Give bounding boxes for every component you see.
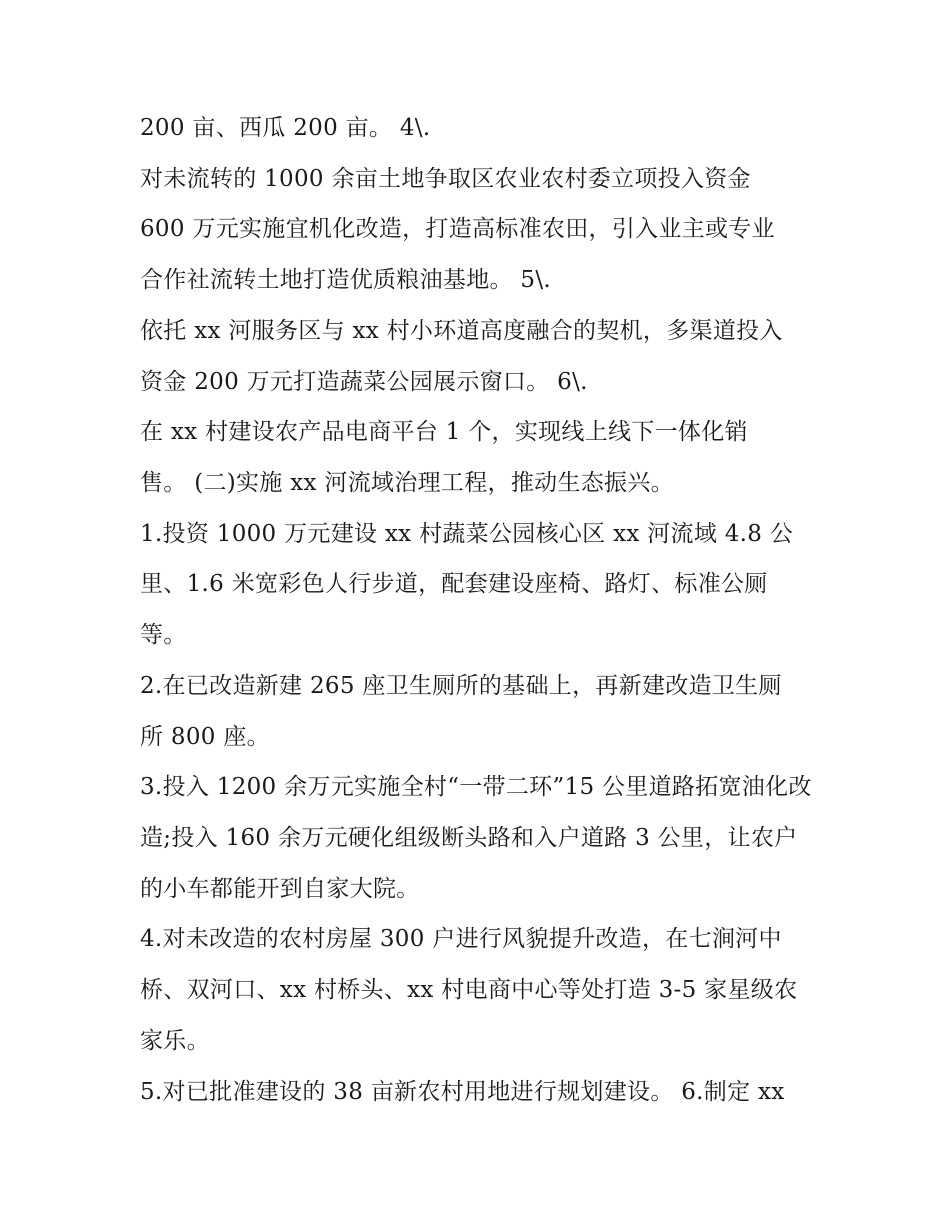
text-line: 5.对已批准建设的 38 亩新农村用地进行规划建设。 6.制定 xx [140,1079,785,1105]
text-line: 1.投资 1000 万元建设 xx 村蔬菜公园核心区 xx 河流域 4.8 公 [140,521,794,547]
text-line: 依托 xx 河服务区与 xx 村小环道高度融合的契机，多渠道投入 [140,318,783,344]
text-line: 600 万元实施宜机化改造，打造高标准农田，引入业主或专业 [140,216,775,242]
text-line: 2.在已改造新建 265 座卫生厕所的基础上，再新建改造卫生厕 [140,673,782,699]
text-line: 家乐。 [140,1028,210,1054]
text-line: 桥、双河口、xx 村桥头、xx 村电商中心等处打造 3-5 家星级农 [140,977,798,1003]
text-line: 资金 200 万元打造蔬菜公园展示窗口。 6\. [140,369,588,395]
text-line: 200 亩、西瓜 200 亩。 4\. [140,115,431,141]
text-line: 4.对未改造的农村房屋 300 户进行风貌提升改造，在七涧河中 [140,926,782,952]
text-line: 对未流转的 1000 余亩土地争取区农业农村委立项投入资金 [140,166,751,192]
text-line: 等。 [140,622,187,648]
text-line: 售。 (二)实施 xx 河流域治理工程，推动生态振兴。 [140,470,674,496]
text-line: 在 xx 村建设农产品电商平台 1 个，实现线上线下一体化销 [140,419,748,445]
text-line: 3.投入 1200 余万元实施全村“一带二环”15 公里道路拓宽油化改 [140,774,812,800]
text-line: 合作社流转土地打造优质粮油基地。 5\. [140,267,552,293]
text-line: 所 800 座。 [140,724,270,750]
text-line: 里、1.6 米宽彩色人行步道，配套建设座椅、路灯、标准公厕 [140,571,768,597]
text-line: 造;投入 160 余万元硬化组级断头路和入户道路 3 公里，让农户 [140,825,798,851]
text-line: 的小车都能开到自家大院。 [140,876,420,902]
